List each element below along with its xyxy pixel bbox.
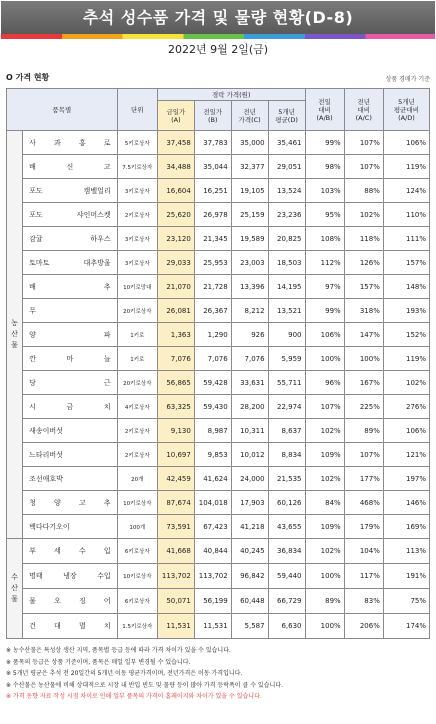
unit: 1키로 — [117, 347, 157, 371]
unit: 1.5키로상자 — [117, 614, 157, 639]
price-lastyear: 10,012 — [231, 443, 268, 467]
header-price-group: 경락 가격(원) — [157, 89, 305, 101]
ratio-year: 157% — [344, 275, 383, 299]
page-title: 추석 성수품 가격 및 물량 현황(D-8) — [82, 8, 354, 27]
footnotes — [6, 645, 432, 703]
price-lastyear: 17,903 — [231, 491, 268, 515]
price-avg5: 18,503 — [268, 251, 305, 275]
table-row — [7, 347, 430, 371]
category-label: 농 산 물 — [7, 131, 23, 539]
ratio-avg5: 157% — [383, 251, 429, 275]
price-today: 10,697 — [157, 443, 194, 467]
item-name: 조선애호박 — [23, 467, 118, 491]
price-today: 29,033 — [157, 251, 194, 275]
price-prev: 26,367 — [194, 299, 231, 323]
price-avg5: 36,834 — [268, 539, 305, 564]
price-today: 11,531 — [157, 614, 194, 639]
table-row — [7, 275, 430, 299]
ratio-prev: 100% — [305, 564, 344, 589]
ratio-prev: 108% — [305, 227, 344, 251]
header-unit: 단위 — [117, 89, 157, 131]
price-lastyear: 5,587 — [231, 614, 268, 639]
price-today: 37,458 — [157, 131, 194, 155]
price-prev: 56,199 — [194, 589, 231, 614]
ratio-prev: 100% — [305, 347, 344, 371]
header-vs-year: 전년 대비 (A/C) — [344, 89, 383, 131]
price-avg5: 8,834 — [268, 443, 305, 467]
table-row — [7, 539, 430, 564]
unit: 10키로망대 — [117, 275, 157, 299]
table-row — [7, 491, 430, 515]
ratio-prev: 102% — [305, 467, 344, 491]
ratio-year: 206% — [344, 614, 383, 639]
price-avg5: 8,637 — [268, 419, 305, 443]
price-avg5: 13,524 — [268, 179, 305, 203]
price-prev: 16,251 — [194, 179, 231, 203]
price-prev: 25,953 — [194, 251, 231, 275]
ratio-prev: 84% — [305, 491, 344, 515]
ratio-year: 100% — [344, 347, 383, 371]
ratio-year: 177% — [344, 467, 383, 491]
price-today: 50,071 — [157, 589, 194, 614]
table-row — [7, 251, 430, 275]
price-prev: 21,345 — [194, 227, 231, 251]
price-today: 1,363 — [157, 323, 194, 347]
ratio-avg5: 193% — [383, 299, 429, 323]
price-avg5: 5,959 — [268, 347, 305, 371]
footnote: ※ 5개년 평균은 추석 전 20일간의 5개년 이동 평균가격이며, 전년가격은 이동 가격입니다. — [6, 670, 243, 677]
item-name: 토마토 대추방울 — [23, 251, 118, 275]
ratio-year: 102% — [344, 203, 383, 227]
price-avg5: 900 — [268, 323, 305, 347]
ratio-year: 83% — [344, 589, 383, 614]
price-avg5: 13,521 — [268, 299, 305, 323]
ratio-avg5: 148% — [383, 275, 429, 299]
price-prev: 59,428 — [194, 371, 231, 395]
ratio-avg5: 169% — [383, 515, 429, 539]
price-today: 73,591 — [157, 515, 194, 539]
color-stripe — [1, 34, 435, 39]
ratio-year: 225% — [344, 395, 383, 419]
unit: 4키로상자 — [117, 395, 157, 419]
price-avg5: 14,195 — [268, 275, 305, 299]
price-avg5: 23,236 — [268, 203, 305, 227]
price-prev: 59,430 — [194, 395, 231, 419]
item-name: 포도 샤인머스켓 — [23, 203, 118, 227]
price-prev: 7,076 — [194, 347, 231, 371]
price-lastyear: 28,200 — [231, 395, 268, 419]
table-row — [7, 564, 430, 589]
ratio-year: 468% — [344, 491, 383, 515]
ratio-avg5: 110% — [383, 203, 429, 227]
ratio-year: 88% — [344, 179, 383, 203]
price-lastyear: 19,105 — [231, 179, 268, 203]
price-prev: 26,978 — [194, 203, 231, 227]
unit: 7.5키로상자 — [117, 155, 157, 179]
item-name: 물 오 징 어 — [23, 589, 118, 614]
table-row — [7, 323, 430, 347]
price-avg5: 55,711 — [268, 371, 305, 395]
ratio-year: 117% — [344, 564, 383, 589]
ratio-prev: 102% — [305, 539, 344, 564]
price-today: 9,130 — [157, 419, 194, 443]
ratio-year: 104% — [344, 539, 383, 564]
ratio-prev: 97% — [305, 275, 344, 299]
header-lastyear: 전년 가격(C) — [231, 101, 268, 131]
ratio-avg5: 276% — [383, 395, 429, 419]
unit: 2키로상자 — [117, 443, 157, 467]
unit: 3키로상자 — [117, 227, 157, 251]
header-item: 품목별 — [7, 89, 118, 131]
price-today: 34,488 — [157, 155, 194, 179]
ratio-avg5: 106% — [383, 131, 429, 155]
item-name: 사 과 홍 로 — [23, 131, 118, 155]
ratio-avg5: 119% — [383, 347, 429, 371]
price-avg5: 43,655 — [268, 515, 305, 539]
unit: 5키로상자 — [117, 131, 157, 155]
unit-note: 상품 경매가 기준 — [385, 76, 430, 83]
table-row — [7, 589, 430, 614]
price-lastyear: 13,396 — [231, 275, 268, 299]
price-avg5: 20,825 — [268, 227, 305, 251]
unit: 6키로상자 — [117, 539, 157, 564]
price-prev: 11,531 — [194, 614, 231, 639]
price-today: 63,325 — [157, 395, 194, 419]
item-name: 양 파 — [23, 323, 118, 347]
ratio-avg5: 106% — [383, 419, 429, 443]
price-today: 26,081 — [157, 299, 194, 323]
price-today: 21,070 — [157, 275, 194, 299]
item-name: 부 세 수 입 — [23, 539, 118, 564]
header-vs-prev: 전일 대비 (A/B) — [305, 89, 344, 131]
price-today: 16,604 — [157, 179, 194, 203]
category-label: 수 산 물 — [7, 539, 23, 639]
ratio-year: 89% — [344, 419, 383, 443]
item-name: 무 — [23, 299, 118, 323]
table-row — [7, 227, 430, 251]
table-row — [7, 515, 430, 539]
ratio-year: 118% — [344, 227, 383, 251]
ratio-avg5: 191% — [383, 564, 429, 589]
unit: 20개 — [117, 467, 157, 491]
unit: 20키로상자 — [117, 371, 157, 395]
price-avg5: 22,974 — [268, 395, 305, 419]
price-lastyear: 19,589 — [231, 227, 268, 251]
report-date: 2022년 9월 2일(금) — [167, 43, 269, 56]
ratio-avg5: 152% — [383, 323, 429, 347]
price-prev: 40,844 — [194, 539, 231, 564]
price-lastyear: 25,159 — [231, 203, 268, 227]
ratio-avg5: 75% — [383, 589, 429, 614]
table-row — [7, 179, 430, 203]
ratio-prev: 103% — [305, 179, 344, 203]
item-name: 당 근 — [23, 371, 118, 395]
item-name: 청 양 고 추 — [23, 491, 118, 515]
price-prev: 1,290 — [194, 323, 231, 347]
item-name: 포도 캠벨얼리 — [23, 179, 118, 203]
item-name: 배 추 — [23, 275, 118, 299]
price-avg5: 66,729 — [268, 589, 305, 614]
table-row — [7, 299, 430, 323]
price-lastyear: 8,212 — [231, 299, 268, 323]
header-avg5: 5개년 평균(D) — [268, 101, 305, 131]
ratio-prev: 99% — [305, 299, 344, 323]
ratio-avg5: 124% — [383, 179, 429, 203]
ratio-prev: 99% — [305, 131, 344, 155]
price-avg5: 6,630 — [268, 614, 305, 639]
ratio-prev: 96% — [305, 371, 344, 395]
ratio-avg5: 102% — [383, 371, 429, 395]
ratio-prev: 107% — [305, 395, 344, 419]
header-prev: 전일가 (B) — [194, 101, 231, 131]
price-prev: 104,018 — [194, 491, 231, 515]
price-prev: 9,853 — [194, 443, 231, 467]
ratio-prev: 100% — [305, 614, 344, 639]
price-today: 42,459 — [157, 467, 194, 491]
ratio-prev: 109% — [305, 443, 344, 467]
ratio-prev: 112% — [305, 251, 344, 275]
price-today: 87,674 — [157, 491, 194, 515]
table-row — [7, 131, 430, 155]
price-lastyear: 60,448 — [231, 589, 268, 614]
section-title: O 가격 현황 — [6, 73, 50, 82]
item-name: 느타리버섯 — [23, 443, 118, 467]
table-row — [7, 467, 430, 491]
price-lastyear: 23,003 — [231, 251, 268, 275]
ratio-year: 126% — [344, 251, 383, 275]
price-prev: 37,783 — [194, 131, 231, 155]
ratio-year: 167% — [344, 371, 383, 395]
ratio-avg5: 113% — [383, 539, 429, 564]
price-lastyear: 7,076 — [231, 347, 268, 371]
table-row — [7, 443, 430, 467]
header-vs-avg: 5개년 평균대비 (A/D) — [383, 89, 429, 131]
unit: 3키로상자 — [117, 179, 157, 203]
ratio-year: 107% — [344, 155, 383, 179]
unit: 2키로상자 — [117, 203, 157, 227]
unit: 1키로 — [117, 323, 157, 347]
table-row — [7, 395, 430, 419]
price-today: 56,865 — [157, 371, 194, 395]
price-today: 23,120 — [157, 227, 194, 251]
price-avg5: 35,461 — [268, 131, 305, 155]
price-avg5: 59,440 — [268, 564, 305, 589]
price-prev: 35,044 — [194, 155, 231, 179]
item-name: 배 신 고 — [23, 155, 118, 179]
ratio-avg5: 121% — [383, 443, 429, 467]
price-lastyear: 10,311 — [231, 419, 268, 443]
price-lastyear: 32,377 — [231, 155, 268, 179]
price-prev: 67,423 — [194, 515, 231, 539]
price-avg5: 21,535 — [268, 467, 305, 491]
footnote: ※ 농수산물은 특성상 생산 지역, 품목별 등급 등에 따라 가격 차이가 있을 수 있습니다. — [6, 647, 231, 654]
ratio-avg5: 174% — [383, 614, 429, 639]
item-name: 건 대 멸 치 — [23, 614, 118, 639]
ratio-prev: 89% — [305, 589, 344, 614]
ratio-year: 107% — [344, 131, 383, 155]
price-today: 113,702 — [157, 564, 194, 589]
price-today: 7,076 — [157, 347, 194, 371]
price-lastyear: 33,631 — [231, 371, 268, 395]
ratio-avg5: 146% — [383, 491, 429, 515]
ratio-prev: 95% — [305, 203, 344, 227]
footnote: ※ 수산물은 농산물에 비해 상대적으로 시장 내 반입 빈도 및 물량 등이 많아 가격 등락폭이 클 수 있습니다. — [6, 681, 283, 689]
ratio-year: 179% — [344, 515, 383, 539]
item-name: 시 금 치 — [23, 395, 118, 419]
price-avg5: 29,051 — [268, 155, 305, 179]
footnote-warning: ※ 가격 동향 자료 작성 시점 차이로 인해 일부 품목의 가격이 홈페이지와 차이가 있을 수 있습니다. — [6, 693, 262, 700]
price-today: 41,668 — [157, 539, 194, 564]
table-row — [7, 419, 430, 443]
ratio-avg5: 119% — [383, 155, 429, 179]
ratio-prev: 98% — [305, 155, 344, 179]
header-cur: 금일가 (A) — [157, 101, 194, 131]
unit: 3키로상자 — [117, 251, 157, 275]
title-banner — [1, 1, 435, 34]
item-name: 깐 마 늘 — [23, 347, 118, 371]
price-prev: 21,728 — [194, 275, 231, 299]
unit: 10키로상자 — [117, 491, 157, 515]
ratio-prev: 102% — [305, 419, 344, 443]
price-lastyear: 35,000 — [231, 131, 268, 155]
price-lastyear: 41,218 — [231, 515, 268, 539]
price-lastyear: 96,842 — [231, 564, 268, 589]
table-row — [7, 203, 430, 227]
price-table — [6, 88, 430, 639]
unit: 10키로상자 — [117, 564, 157, 589]
ratio-prev: 106% — [305, 323, 344, 347]
unit: 20키로상자 — [117, 299, 157, 323]
table-row — [7, 155, 430, 179]
item-name: 새송이버섯 — [23, 419, 118, 443]
ratio-avg5: 111% — [383, 227, 429, 251]
price-lastyear: 40,245 — [231, 539, 268, 564]
footnote: ※ 품목의 등급은 상품 기준이며, 품목은 매일 일부 변경될 수 있습니다. — [6, 658, 191, 666]
price-avg5: 60,126 — [268, 491, 305, 515]
ratio-avg5: 197% — [383, 467, 429, 491]
unit: 100개 — [117, 515, 157, 539]
price-table-body — [7, 131, 430, 639]
table-row — [7, 371, 430, 395]
ratio-year: 147% — [344, 323, 383, 347]
ratio-year: 318% — [344, 299, 383, 323]
unit: 2키로상자 — [117, 419, 157, 443]
table-row — [7, 614, 430, 639]
item-name: 백다다기오이 — [23, 515, 118, 539]
price-lastyear: 926 — [231, 323, 268, 347]
price-today: 25,620 — [157, 203, 194, 227]
price-prev: 113,702 — [194, 564, 231, 589]
item-name: 명태 냉장 수입 — [23, 564, 118, 589]
item-name: 감귤 하우스 — [23, 227, 118, 251]
price-lastyear: 24,000 — [231, 467, 268, 491]
unit: 6키로상자 — [117, 589, 157, 614]
price-prev: 41,624 — [194, 467, 231, 491]
price-prev: 8,987 — [194, 419, 231, 443]
ratio-prev: 109% — [305, 515, 344, 539]
ratio-year: 107% — [344, 443, 383, 467]
